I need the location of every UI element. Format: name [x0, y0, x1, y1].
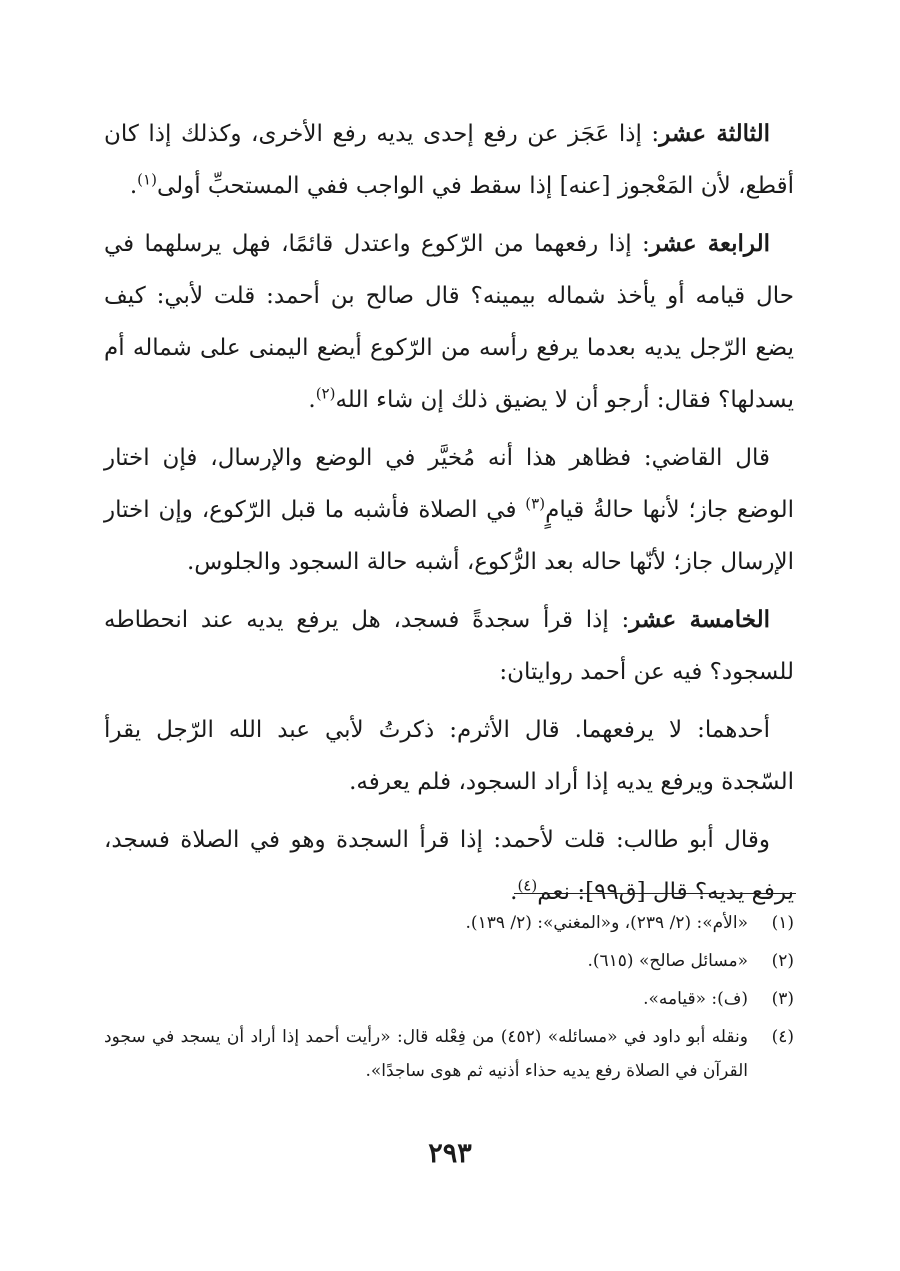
paragraph-thirteenth: [104, 108, 794, 212]
page-number: ٢٩٣: [428, 1138, 472, 1169]
paragraph-end: .: [129, 173, 138, 199]
footnote-item: [104, 982, 794, 1016]
paragraph-fourteenth: [104, 218, 794, 426]
paragraph-first-narration: [104, 704, 794, 808]
page-body: [104, 108, 794, 924]
paragraph-fifteenth: [104, 594, 794, 698]
footnote-number: (٤): [771, 1027, 794, 1047]
paragraph-text: وقال أبو طالب: قلت لأحمد: إذا قرأ السجدة وهو في الصلاة فسجد، يرفع يديه؟ قال [ق٩٩]: نعم: [104, 827, 794, 905]
footnote-ref[interactable]: (٢): [315, 384, 336, 403]
paragraph-text: : إذا عَجَز عن رفع إحدى يديه رفع الأخرى، وكذلك إذا كان أقطع، لأن المَعْجوز [عنه] إذا سقط في الواجب ففي المستحبِّ أولى: [104, 121, 794, 199]
footnotes: [104, 906, 794, 1092]
footnote-item: [104, 1020, 794, 1088]
paragraph-text: قال القاضي: فظاهر هذا أنه مُخيَّر في الوضع والإرسال، فإن اختار الوضع جاز؛ لأنها حالةُ قيامٍ: [104, 445, 794, 523]
paragraph-end: .: [510, 879, 518, 905]
paragraph-heading: الرابعة عشر: [649, 230, 770, 257]
footnote-number: (٣): [771, 989, 794, 1009]
footnote-divider: [514, 893, 796, 894]
footnote-text: ونقله أبو داود في «مسائله» (٤٥٢) من فِعْله قال: «رأيت أحمد إذا أراد أن يسجد في سجود القرآن في الصلاة رفع يديه حذاء أذنيه ثم هوى ساجدًا».: [104, 1027, 748, 1081]
paragraph-end: .: [308, 387, 316, 413]
footnote-ref[interactable]: (١): [137, 170, 157, 189]
paragraph-text: : إذا قرأ سجدةً فسجد، هل يرفع يديه عند انحطاطه للسجود؟ فيه عن أحمد روايتان:: [104, 607, 794, 685]
footnote-number: (٢): [771, 951, 794, 971]
paragraph-heading: الخامسة عشر: [629, 606, 770, 633]
footnote-item: [104, 906, 794, 940]
footnote-text: (ف): «قيامه».: [643, 989, 748, 1009]
footnote-text: «الأم»: (٢/ ٢٣٩)، و«المغني»: (٢/ ١٣٩).: [465, 913, 748, 933]
footnote-ref[interactable]: (٣): [525, 494, 546, 513]
paragraph-abu-talib: [104, 814, 794, 918]
paragraph-text: : إذا رفعهما من الرّكوع واعتدل قائمًا، فهل يرسلهما في حال قيامه أو يأخذ شماله بيمينه؟ قال صالح بن أحمد: قلت لأبي: كيف يضع الرّجل يديه بعدما يرفع رأسه من الرّكوع أيضع اليمنى على شماله أم يسدلها؟ فقال: أرجو أن لا يضيق ذلك إن شاء الله: [104, 231, 794, 413]
paragraph-text: أحدهما: لا يرفعهما. قال الأثرم: ذكرتُ لأبي عبد الله الرّجل يقرأ السّجدة ويرفع يديه إذا أراد السجود، فلم يعرفه.: [104, 717, 794, 795]
footnote-number: (١): [771, 913, 794, 933]
paragraph-qadi: [104, 432, 794, 588]
footnote-ref[interactable]: (٤): [517, 876, 538, 895]
footnote-item: [104, 944, 794, 978]
paragraph-text-continued: في الصلاة فأشبه ما قبل الرّكوع، وإن اختار الإرسال جاز؛ لأنّها حاله بعد الرُّكوع، أشبه حالة السجود والجلوس.: [104, 497, 794, 575]
footnote-text: «مسائل صالح» (٦١٥).: [587, 951, 748, 971]
paragraph-heading: الثالثة عشر: [659, 120, 770, 147]
